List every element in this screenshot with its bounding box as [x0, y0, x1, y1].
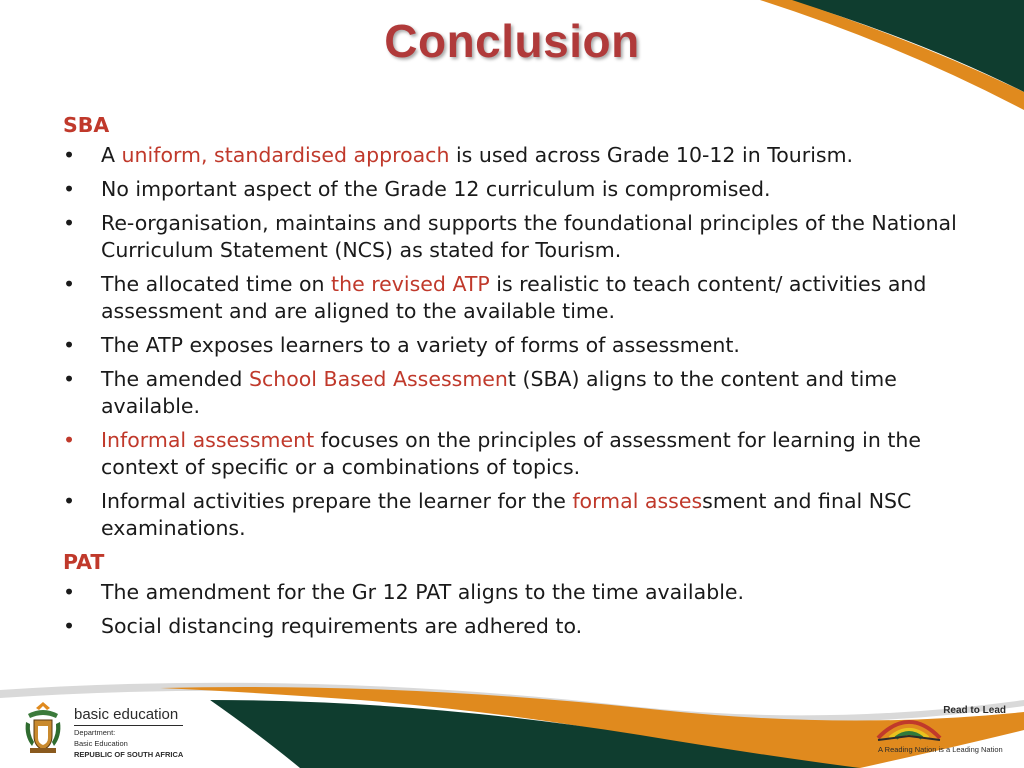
department-text: [74, 706, 183, 759]
bullet-icon: •: [63, 614, 76, 638]
bullet-item: [63, 332, 983, 359]
bullet-icon: •: [63, 272, 76, 296]
bullet-item: [63, 427, 983, 481]
department-basic-education: Basic Education: [74, 739, 128, 748]
bullet-item: [63, 579, 983, 606]
highlighted-text: School Based Assessmen: [248, 367, 508, 391]
bullet-text: Informal activities prepare the learner for the: [101, 489, 573, 513]
bullet-icon: •: [63, 367, 76, 391]
bullet-text: sment and final NSC examinations.: [101, 489, 912, 540]
read-to-lead-title: Read to Lead: [943, 705, 1006, 716]
bullet-item: [63, 488, 983, 542]
department-name: basic education: [74, 706, 183, 726]
bullet-text: t (SBA) aligns to the content and time available.: [101, 367, 897, 418]
department-logo: [20, 700, 220, 760]
section-heading: SBA: [63, 113, 110, 137]
slide-content: [63, 108, 983, 647]
read-to-lead-logo: [872, 700, 1012, 764]
bullet-text: A: [101, 143, 122, 167]
bullet-item: [63, 366, 983, 420]
highlighted-text: Informal assessment: [101, 428, 315, 452]
bullet-text: No important aspect of the Grade 12 curriculum is compromised.: [101, 177, 771, 201]
bullet-item: [63, 210, 983, 264]
bullet-text: Social distancing requirements are adhered to.: [101, 614, 583, 638]
bullet-icon: •: [63, 177, 76, 201]
bullet-text: The amendment for the Gr 12 PAT aligns to the time available.: [101, 580, 745, 604]
bullet-text: focuses on the principles of assessment for learning in the context of specific or a combinations of topics.: [101, 428, 921, 479]
bullet-item: [63, 613, 983, 640]
page-title: Conclusion: [384, 15, 640, 67]
bullet-text: is used across Grade 10-12 in Tourism.: [449, 143, 854, 167]
bullet-icon: •: [63, 333, 76, 357]
section-heading: PAT: [63, 550, 105, 574]
bullet-icon: •: [63, 428, 76, 452]
coat-of-arms-icon: [20, 700, 66, 756]
bullet-text: Re-organisation, maintains and supports the foundational principles of the National Curriculum Statement (NCS) as stated for Tourism.: [101, 211, 957, 262]
bullet-icon: •: [63, 143, 76, 167]
highlighted-text: the revised ATP: [331, 272, 490, 296]
bullet-item: [63, 142, 983, 169]
bullet-item: [63, 176, 983, 203]
book-arcs-icon: [874, 704, 944, 744]
bullet-text: The allocated time on: [101, 272, 332, 296]
bullet-icon: •: [63, 211, 76, 235]
department-country: REPUBLIC OF SOUTH AFRICA: [74, 750, 184, 759]
bullet-icon: •: [63, 580, 76, 604]
bullet-text: The ATP exposes learners to a variety of forms of assessment.: [101, 333, 740, 357]
bullet-icon: •: [63, 489, 76, 513]
read-to-lead-tagline: A Reading Nation is a Leading Nation: [878, 745, 1003, 754]
bullet-text: The amended: [101, 367, 249, 391]
bullet-item: [63, 271, 983, 325]
bullet-text: is realistic to teach content/ activities and assessment and are aligned to the available time.: [101, 272, 927, 323]
highlighted-text: formal asses: [572, 489, 703, 513]
department-label: Department:: [74, 728, 116, 737]
highlighted-text: uniform, standardised approach: [121, 143, 450, 167]
